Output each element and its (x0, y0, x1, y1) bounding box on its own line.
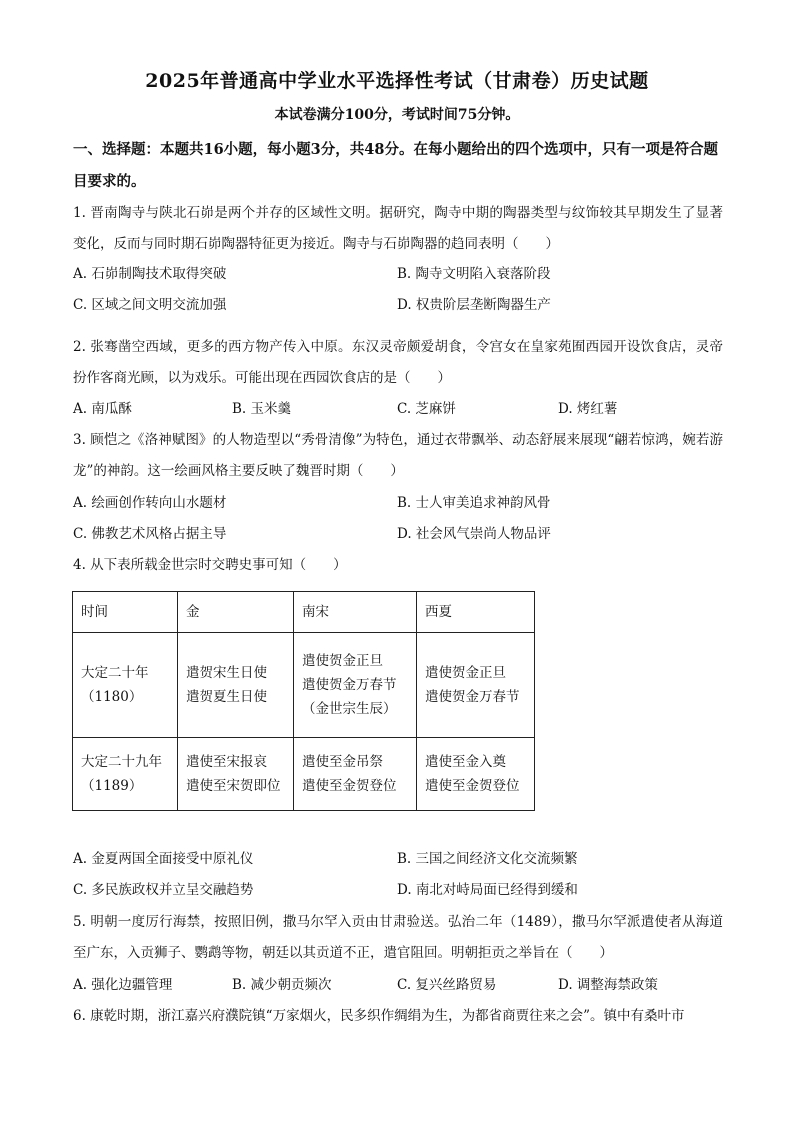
table-cell-line: 遣使至金入奠 (425, 754, 506, 770)
table-cell-song (294, 633, 417, 738)
question-5-option-a: A. 强化边疆管理 (73, 977, 173, 993)
question-5-option-b: B. 减少朝贡频次 (232, 977, 332, 993)
table-header-cell: 金 (178, 592, 294, 633)
table-row (73, 633, 535, 738)
year-label: （1189） (81, 778, 143, 794)
question-1-option-b: B. 陶寺文明陷入衰落阶段 (397, 266, 551, 282)
question-5-option-c: C. 复兴丝路贸易 (397, 977, 497, 993)
table-cell-line: 遣使贺金万春节 (425, 689, 520, 705)
question-2-option-b: B. 玉米羹 (232, 401, 292, 417)
question-5-stem: 5. 明朝一度厉行海禁，按照旧例，撒马尔罕入贡由甘肃验送。弘治二年（1489），撒马尔罕派遣使者从海道至广东，入贡狮子、鹦鹉等物，朝廷以其贡道不正，遣官阻回。明朝拒贡之举旨在（ ） (73, 914, 723, 961)
exam-info: 本试卷满分100分，考试时间75分钟。 (274, 107, 520, 123)
question-4-option-c: C. 多民族政权并立呈交融趋势 (73, 882, 254, 898)
table-row (73, 738, 535, 811)
table-cell-line: 遣使至金贺登位 (425, 778, 520, 794)
question-3-option-d: D. 社会风气崇尚人物品评 (397, 526, 551, 542)
table-cell-time (73, 633, 178, 738)
table-cell-line: 遣使至金贺登位 (302, 778, 397, 794)
table-cell-song (294, 738, 417, 811)
question-6-stem: 6. 康乾时期，浙江嘉兴府濮院镇“万家烟火，民多织作绸绢为生，为都省商贾往来之会”。镇中有桑叶市 (73, 1008, 685, 1024)
table-cell-line: 遣贺夏生日使 (186, 689, 267, 705)
question-2-stem: 2. 张骞凿空西域，更多的西方物产传入中原。东汉灵帝颇爱胡食，令宫女在皇家苑囿西园开设饮食店，灵帝扮作客商光顾，以为戏乐。可能出现在西园饮食店的是（ ） (73, 339, 723, 386)
table-cell-jin (178, 738, 294, 811)
table-cell-line: 遣使至宋贺即位 (186, 778, 281, 794)
table-header-cell: 时间 (73, 592, 178, 633)
table-cell-line: 遣使至金吊祭 (302, 754, 383, 770)
question-4-option-d: D. 南北对峙局面已经得到缓和 (397, 882, 578, 898)
table-header-row (73, 592, 535, 633)
question-4-option-b: B. 三国之间经济文化交流频繁 (397, 851, 578, 867)
table-header-cell: 南宋 (294, 592, 417, 633)
question-3-option-a: A. 绘画创作转向山水题材 (73, 495, 227, 511)
table-cell-jin (178, 633, 294, 738)
question-4-stem: 4. 从下表所载金世宗时交聘史事可知（ ） (73, 557, 347, 573)
era-label: 大定二十九年 (81, 754, 162, 770)
table-cell-line: （金世宗生辰） (302, 701, 397, 717)
page-title: 2025年普通高中学业水平选择性考试（甘肃卷）历史试题 (145, 70, 649, 92)
question-2-option-d: D. 烤红薯 (558, 401, 618, 417)
question-2-option-a: A. 南瓜酥 (73, 401, 132, 417)
table-cell-line: 遣贺宋生日使 (186, 665, 267, 681)
table-header-cell: 西夏 (417, 592, 535, 633)
history-table (72, 591, 535, 811)
table-cell-line: 遣使至宋报哀 (186, 754, 267, 770)
question-3-option-b: B. 士人审美追求神韵风骨 (397, 495, 551, 511)
question-3-option-c: C. 佛教艺术风格占据主导 (73, 526, 227, 542)
question-4-option-a: A. 金夏两国全面接受中原礼仪 (73, 851, 254, 867)
table-cell-time (73, 738, 178, 811)
question-3-stem: 3. 顾恺之《洛神赋图》的人物造型以“秀骨清像”为特色，通过衣带飘举、动态舒展来展现“翩若惊鸿，婉若游龙”的神韵。这一绘画风格主要反映了魏晋时期（ ） (73, 432, 723, 479)
era-label: 大定二十年 (81, 665, 149, 681)
table-cell-line: 遣使贺金万春节 (302, 677, 397, 693)
table-cell-line: 遣使贺金正旦 (302, 653, 383, 669)
question-1-option-a: A. 石峁制陶技术取得突破 (73, 266, 227, 282)
section-heading: 一、选择题：本题共16小题，每小题3分，共48分。在每小题给出的四个选项中，只有一项是符合题目要求的。 (73, 141, 718, 190)
table-cell-line: 遣使贺金正旦 (425, 665, 506, 681)
table-cell-xia (417, 633, 535, 738)
question-1-stem: 1. 晋南陶寺与陕北石峁是两个并存的区域性文明。据研究，陶寺中期的陶器类型与纹饰较其早期发生了显著变化，反而与同时期石峁陶器特征更为接近。陶寺与石峁陶器的趋同表明（ ） (73, 205, 723, 252)
question-1-option-c: C. 区域之间文明交流加强 (73, 297, 227, 313)
table-cell-xia (417, 738, 535, 811)
question-1-option-d: D. 权贵阶层垄断陶器生产 (397, 297, 551, 313)
question-5-option-d: D. 调整海禁政策 (558, 977, 658, 993)
year-label: （1180） (81, 689, 143, 705)
question-2-option-c: C. 芝麻饼 (397, 401, 456, 417)
